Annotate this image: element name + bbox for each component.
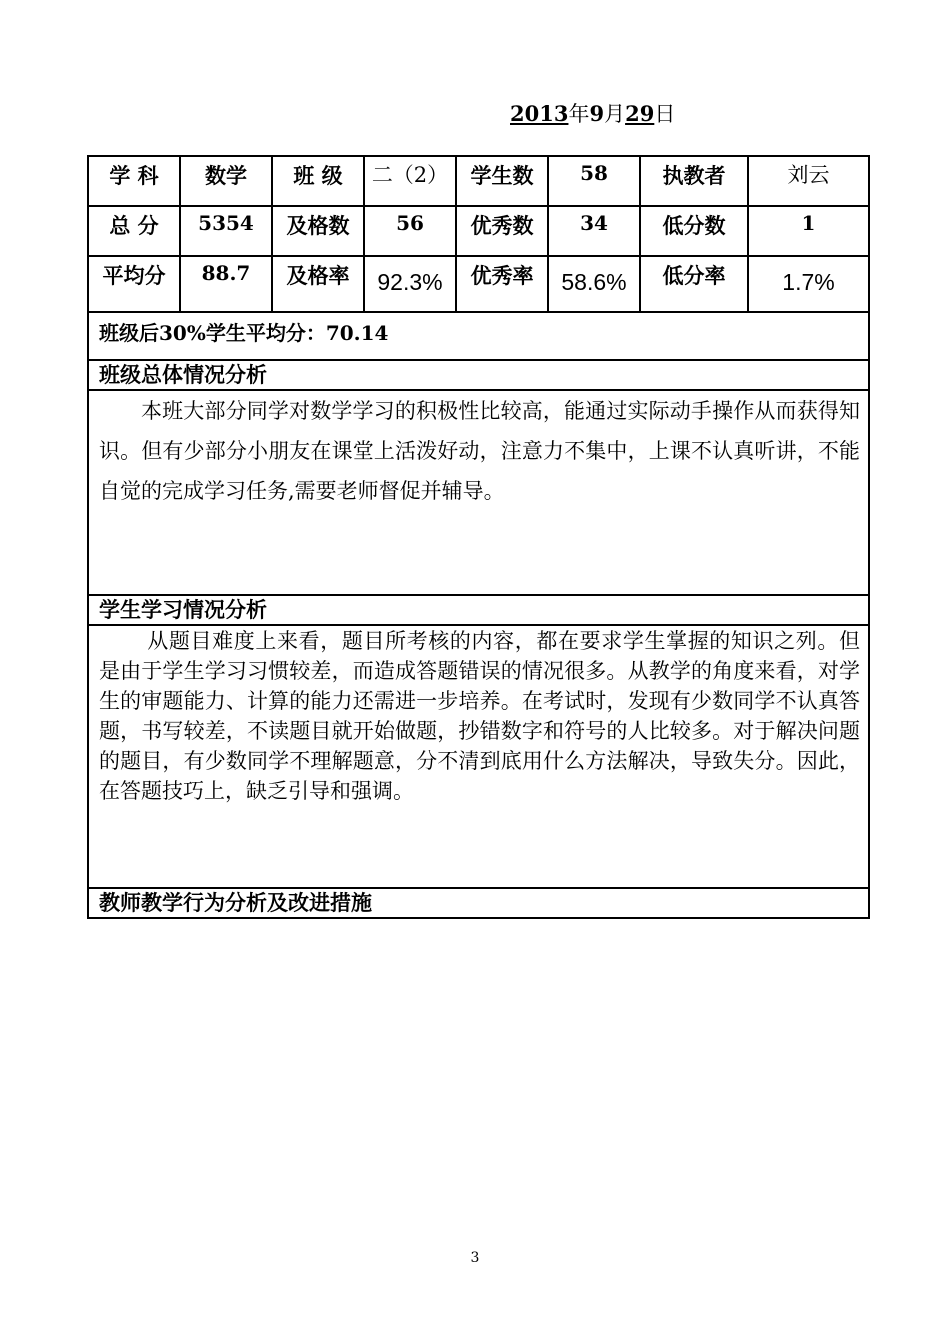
table-row-student-learning-body: [88, 625, 869, 888]
teacher-behavior-heading: 教师教学行为分析及改进措施: [88, 888, 869, 918]
excellent-count-label: 优秀数: [456, 206, 548, 256]
average-value: 88.7: [180, 256, 272, 312]
low-count-value: 1: [748, 206, 869, 256]
excellent-rate-cell: [548, 256, 640, 312]
low-count-label: 低分数: [640, 206, 748, 256]
excellent-rate-value: 58.6%: [561, 269, 627, 295]
bottom30-average: 班级后30%学生平均分：70.14: [88, 312, 869, 360]
pass-rate-label: 及格率: [272, 256, 364, 312]
date-day: 29: [625, 101, 655, 126]
date-day-unit: 日: [654, 102, 676, 126]
class-overall-cell: [88, 390, 869, 595]
table-row-basic-info: [88, 156, 869, 206]
table-row-student-learning-heading: [88, 595, 869, 625]
student-learning-cell: [88, 625, 869, 888]
total-value: 5354: [180, 206, 272, 256]
student-learning-heading: 学生学习情况分析: [88, 595, 869, 625]
pass-count-label: 及格数: [272, 206, 364, 256]
class-label: 班 级: [272, 156, 364, 206]
low-rate-value: 1.7%: [782, 269, 835, 295]
student-learning-text: 从题目难度上来看，题目所考核的内容，都在要求学生掌握的知识之列。但是由于学生学习习惯较差，而造成答题错误的情况很多。从教学的角度来看，对学生的审题能力、计算的能力还需进一步培养。在考试时，发现有少数同学不认真答题，书写较差，不读题目就开始做题，抄错数字和符号的人比较多。对于解决问题的题目，有少数同学不理解题意，分不清到底用什么方法解决，导致失分。因此，在答题技巧上，缺乏引导和强调。: [99, 629, 860, 803]
low-rate-cell: [748, 256, 869, 312]
table-row-class-overall-body: [88, 390, 869, 595]
date-year: 2013: [510, 101, 569, 126]
class-value: 二（2）: [364, 156, 456, 206]
subject-label: 学 科: [88, 156, 180, 206]
teacher-label: 执教者: [640, 156, 748, 206]
report-date: [510, 98, 675, 128]
average-label: 平均分: [88, 256, 180, 312]
students-value: 58: [548, 156, 640, 206]
table-row-counts: [88, 206, 869, 256]
class-overall-heading: 班级总体情况分析: [88, 360, 869, 390]
table-row-bottom30: [88, 312, 869, 360]
table-row-teacher-behavior-heading: [88, 888, 869, 918]
class-overall-text: 本班大部分同学对数学学习的积极性比较高，能通过实际动手操作从而获得知识。但有少部分小朋友在课堂上活泼好动，注意力不集中，上课不认真听讲，不能自觉的完成学习任务,需要老师督促并辅导。: [99, 399, 860, 503]
low-rate-label: 低分率: [640, 256, 748, 312]
students-label: 学生数: [456, 156, 548, 206]
table-row-rates: [88, 256, 869, 312]
excellent-rate-label: 优秀率: [456, 256, 548, 312]
subject-value: 数学: [180, 156, 272, 206]
date-month: 9: [589, 101, 605, 126]
excellent-count-value: 34: [548, 206, 640, 256]
date-year-unit: 年: [568, 102, 590, 126]
pass-rate-value: 92.3%: [377, 269, 443, 295]
pass-count-value: 56: [364, 206, 456, 256]
total-label: 总 分: [88, 206, 180, 256]
table-row-class-overall-heading: [88, 360, 869, 390]
score-analysis-table: [87, 155, 870, 919]
page-number: 3: [470, 1250, 480, 1266]
pass-rate-cell: [364, 256, 456, 312]
date-month-unit: 月: [604, 102, 626, 126]
teacher-value: 刘云: [748, 156, 869, 206]
